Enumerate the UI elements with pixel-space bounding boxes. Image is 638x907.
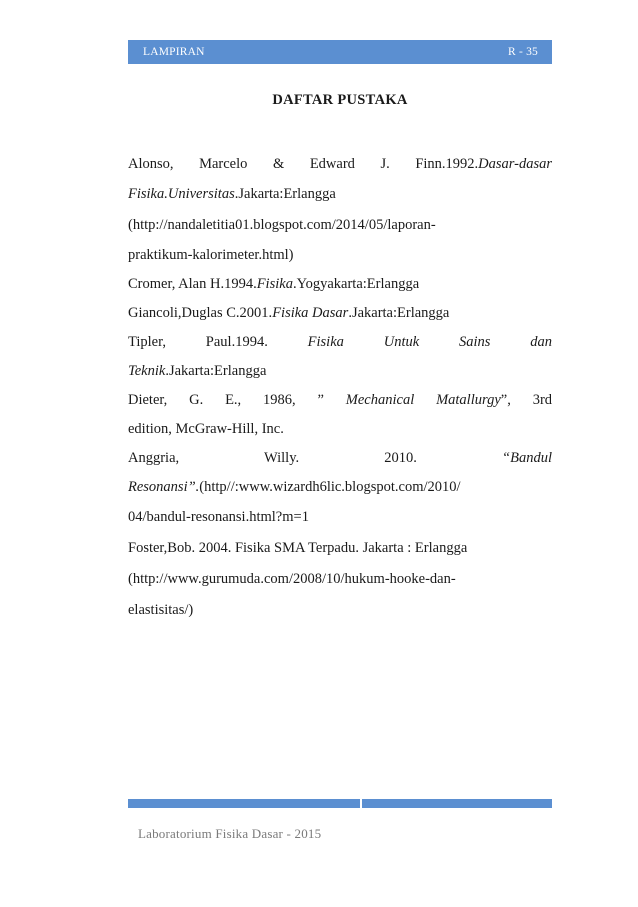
reference-list bbox=[128, 150, 552, 626]
reference-foster-line-3: elastisitas/) bbox=[128, 602, 194, 618]
reference-giancoli: Giancoli,Duglas C.2001.Fisika Dasar.Jakarta:Erlangga bbox=[128, 305, 450, 321]
reference-cromer: Cromer, Alan H.1994.Fisika.Yogyakarta:Erlangga bbox=[128, 276, 420, 292]
reference-dieter-line-1: Dieter, G. E., 1986, ” Mechanical Matallurgy”, 3rd bbox=[128, 392, 552, 408]
reference-anggria-line-3: 04/bandul-resonansi.html?m=1 bbox=[128, 509, 309, 525]
reference-alonso-line-1: Alonso, Marcelo & Edward J. Finn.1992.Dasar-dasar bbox=[128, 156, 552, 172]
reference-anggria-line-1: Anggria, Willy. 2010. “Bandul bbox=[128, 450, 552, 466]
header-section-label: LAMPIRAN bbox=[143, 46, 205, 58]
header-page-number: R - 35 bbox=[508, 46, 538, 58]
reference-dieter-line-2: edition, McGraw-Hill, Inc. bbox=[128, 421, 284, 437]
page-footer-bar bbox=[128, 799, 552, 808]
reference-anggria-line-2: Resonansi”.(http//:www.wizardh6lic.blogspot.com/2010/ bbox=[128, 479, 461, 495]
reference-tipler-line-1: Tipler, Paul.1994. Fisika Untuk Sains dan bbox=[128, 334, 552, 350]
reference-tipler-line-2: Teknik.Jakarta:Erlangga bbox=[128, 363, 267, 379]
reference-url-kalorimeter-line-1: (http://nandaletitia01.blogspot.com/2014/05/laporan- bbox=[128, 217, 436, 233]
reference-alonso-line-2: Fisika.Universitas.Jakarta:Erlangga bbox=[128, 186, 336, 202]
reference-url-kalorimeter-line-2: praktikum-kalorimeter.html) bbox=[128, 247, 294, 263]
reference-foster-line-1: Foster,Bob. 2004. Fisika SMA Terpadu. Jakarta : Erlangga bbox=[128, 540, 468, 556]
footer-bar-divider bbox=[360, 799, 362, 808]
page-title: DAFTAR PUSTAKA bbox=[272, 92, 408, 108]
footer-text: Laboratorium Fisika Dasar - 2015 bbox=[138, 826, 322, 841]
page-header-bar bbox=[128, 40, 552, 64]
reference-foster-line-2: (http://www.gurumuda.com/2008/10/hukum-hooke-dan- bbox=[128, 571, 456, 587]
